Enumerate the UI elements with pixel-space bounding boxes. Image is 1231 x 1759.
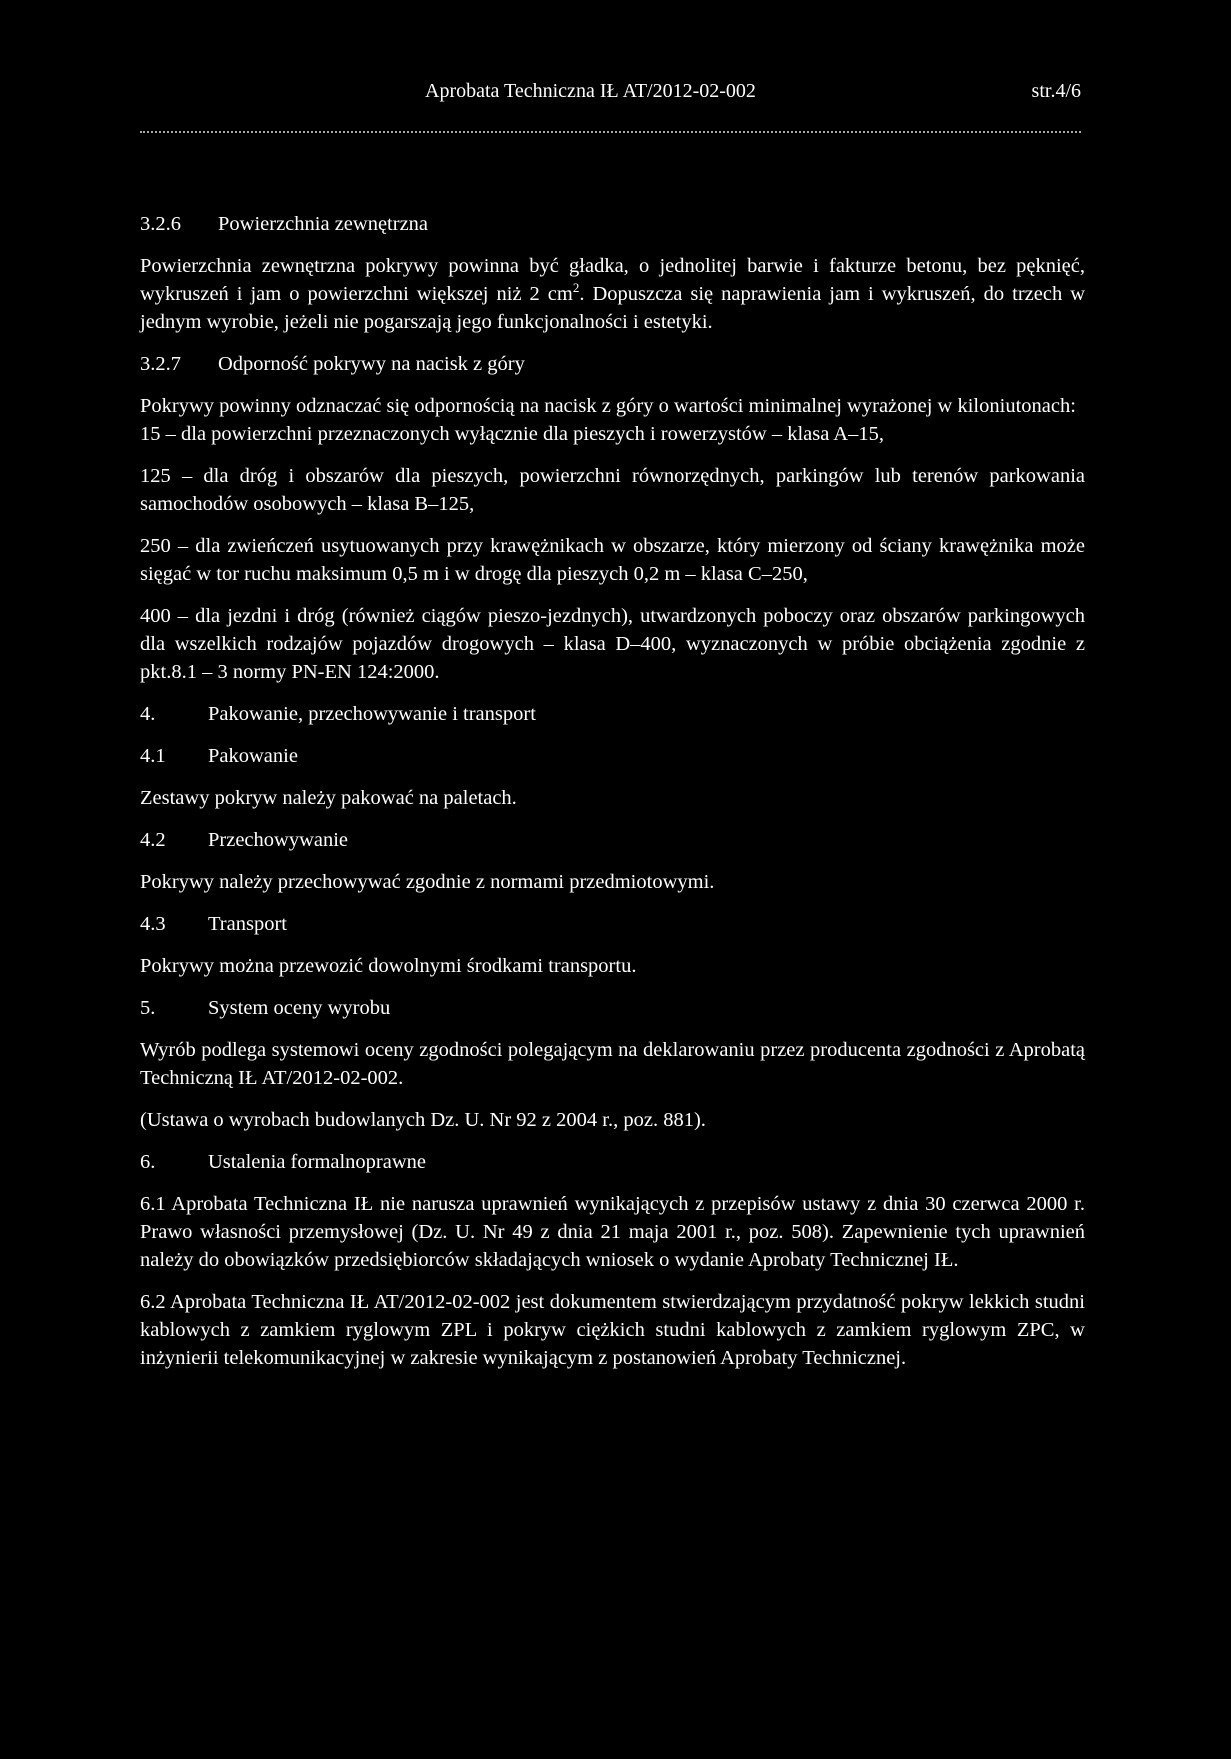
section-heading-6 xyxy=(140,1148,1085,1176)
section-number: 4.1 xyxy=(140,745,166,767)
paragraph-text-rest: . Dopuszcza się naprawienia jam i wykruszeń, do trzech w jednym wyrobie, jeżeli nie pogarszają jego funkcjonalności i estetyki. xyxy=(140,283,1086,333)
paragraph-packing: Zestawy pokryw należy pakować na paletach. xyxy=(140,787,517,809)
section-heading-3-2-6 xyxy=(140,210,1085,238)
section-title: Ustalenia formalnoprawne xyxy=(208,1151,427,1173)
section-title: Pakowanie, przechowywanie i transport xyxy=(208,703,536,725)
section-heading-4-1 xyxy=(140,742,1085,770)
section-title: Przechowywanie xyxy=(208,829,349,851)
list-item-c250: 250 – dla zwieńczeń usytuowanych przy krawężnikach w obszarze, który mierzony od ściany krawężnika może sięgać w tor ruchu maksimum 0,5 m i w drogę dla pieszych 0,2 m – klasa C–250, xyxy=(140,535,1085,585)
section-number: 3.2.6 xyxy=(140,213,181,235)
section-number: 4.2 xyxy=(140,829,166,851)
section-number: 5. xyxy=(140,997,156,1019)
section-number: 4. xyxy=(140,703,156,725)
list-item-b125: 125 – dla dróg i obszarów dla pieszych, powierzchni równorzędnych, parkingów lub terenów parkowania samochodów osobowych – klasa B–125, xyxy=(140,465,1085,515)
section-number: 4.3 xyxy=(140,913,166,935)
paragraph-load-intro: Pokrywy powinny odznaczać się odpornością na nacisk z góry o wartości minimalnej wyrażonej w kiloniutonach: xyxy=(140,395,1076,417)
list-item-a15: 15 – dla powierzchni przeznaczonych wyłącznie dla pieszych i rowerzystów – klasa A–15, xyxy=(140,423,884,445)
section-title: Odporność pokrywy na nacisk z góry xyxy=(218,353,525,375)
page-header xyxy=(140,80,1081,108)
paragraph-storage: Pokrywy należy przechowywać zgodnie z normami przedmiotowymi. xyxy=(140,871,715,893)
section-title: System oceny wyrobu xyxy=(208,997,391,1019)
section-title: Transport xyxy=(208,913,287,935)
paragraph-text: Powierzchnia zewnętrzna pokrywy powinna być gładka, o jednolitej barwie i fakturze betonu, bez pęknięć, wykruszeń i jam o powierzchni większej niż 2 cm xyxy=(140,255,1085,305)
header-title: Aprobata Techniczna IŁ AT/2012-02-002 xyxy=(425,80,756,102)
paragraph-assessment: Wyrób podlega systemowi oceny zgodności polegającym na deklarowaniu przez producenta zgodności z Aprobatą Techniczną IŁ AT/2012-02-002. xyxy=(140,1039,1085,1089)
header-divider xyxy=(140,131,1081,133)
section-title: Pakowanie xyxy=(208,745,298,767)
section-heading-4 xyxy=(140,700,1085,728)
paragraph-surface xyxy=(140,252,1085,336)
paragraph-6-2: 6.2 Aprobata Techniczna IŁ AT/2012-02-002 jest dokumentem stwierdzającym przydatność pokryw lekkich studni kablowych z zamkiem ryglowym ZPL i pokryw ciężkich studni kablowych z zamkiem ryglowym ZPC, w inżynierii telekomunikacyjnej w zakresie wynikającym z postanowień Aprobaty Technicznej. xyxy=(140,1291,1085,1369)
page-number: str.4/6 xyxy=(1031,80,1081,102)
section-heading-4-3 xyxy=(140,910,1085,938)
document-body xyxy=(140,210,1085,1386)
paragraph-legal-reference: (Ustawa o wyrobach budowlanych Dz. U. Nr 92 z 2004 r., poz. 881). xyxy=(140,1109,706,1131)
superscript: 2 xyxy=(572,280,580,296)
section-number: 3.2.7 xyxy=(140,353,181,375)
paragraph-transport: Pokrywy można przewozić dowolnymi środkami transportu. xyxy=(140,955,637,977)
section-heading-4-2 xyxy=(140,826,1085,854)
section-title: Powierzchnia zewnętrzna xyxy=(218,213,429,235)
section-number: 6. xyxy=(140,1151,156,1173)
list-item-d400: 400 – dla jezdni i dróg (również ciągów pieszo-jezdnych), utwardzonych poboczy oraz obszarów parkingowych dla wszelkich rodzajów pojazdów drogowych – klasa D–400, wyznaczonych w próbie obciążenia zgodnie z pkt.8.1 – 3 normy PN-EN 124:2000. xyxy=(140,605,1085,683)
section-heading-5 xyxy=(140,994,1085,1022)
section-heading-3-2-7 xyxy=(140,350,1085,378)
paragraph-6-1: 6.1 Aprobata Techniczna IŁ nie narusza uprawnień wynikających z przepisów ustawy z dnia 30 czerwca 2000 r. Prawo własności przemysłowej (Dz. U. Nr 49 z dnia 21 maja 2001 r., poz. 508). Zapewnienie tych uprawnień należy do obowiązków przedsiębiorców składających wniosek o wydanie Aprobaty Technicznej IŁ. xyxy=(140,1193,1085,1271)
